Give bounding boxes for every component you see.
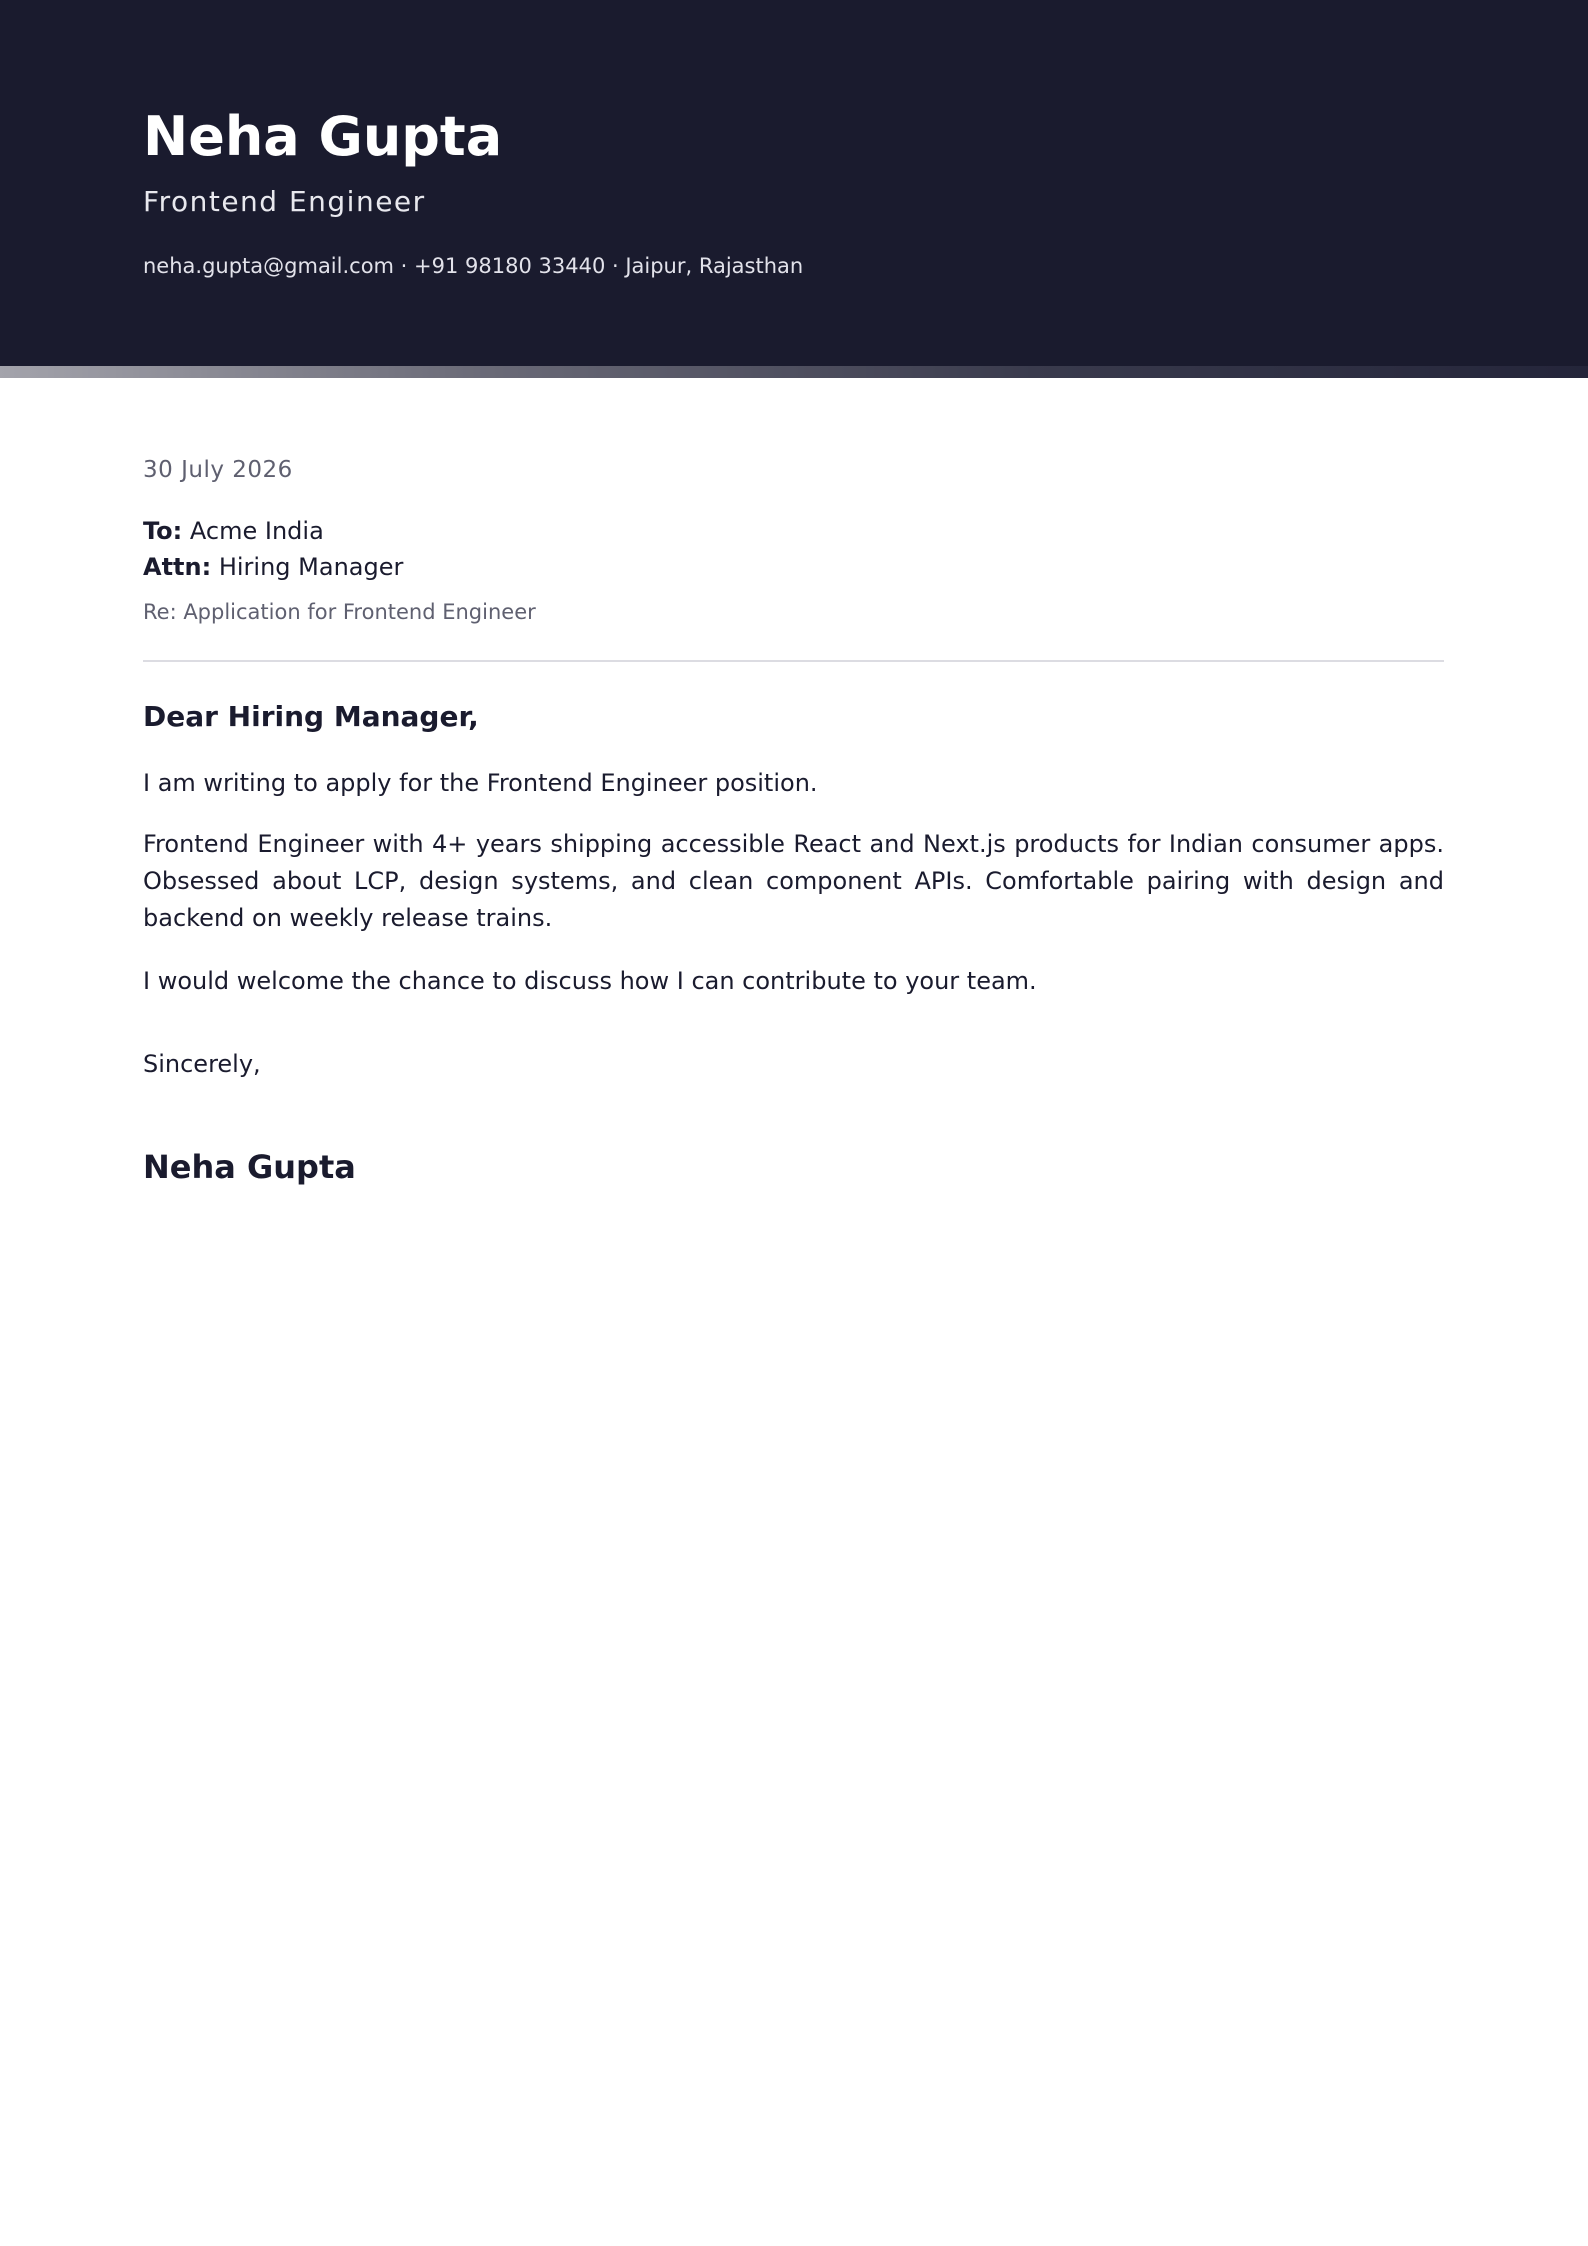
letter-date: 30 July 2026 — [143, 457, 293, 483]
body-paragraph: I would welcome the chance to discuss how I can contribute to your team. — [143, 967, 1037, 995]
sender-role: Frontend Engineer — [143, 185, 426, 218]
closing: Sincerely, — [143, 1050, 261, 1078]
recipient-to-label: To: — [143, 517, 183, 545]
sender-contact: neha.gupta@gmail.com · +91 98180 33440 · Jaipur, Rajasthan — [143, 254, 804, 278]
signature-name: Neha Gupta — [143, 1148, 356, 1186]
header-accent-bar — [0, 366, 1588, 378]
recipient-attn — [143, 550, 403, 584]
divider — [143, 660, 1444, 662]
letter-header — [0, 0, 1588, 366]
recipient-to — [143, 514, 324, 548]
recipient-attn-label: Attn: — [143, 553, 212, 581]
subject-line: Re: Application for Frontend Engineer — [143, 600, 536, 624]
sender-name: Neha Gupta — [143, 105, 503, 168]
salutation: Dear Hiring Manager, — [143, 700, 479, 733]
body-paragraph: Frontend Engineer with 4+ years shipping accessible React and Next.js products for Indian consumer apps. Obsessed about LCP, design systems, and clean component APIs. Comfortable pairing with design and backend on weekly release trains. — [143, 830, 1444, 932]
body-paragraph: I am writing to apply for the Frontend Engineer position. — [143, 769, 818, 797]
recipient-to-value: Acme India — [189, 517, 324, 545]
recipient-attn-value: Hiring Manager — [218, 553, 404, 581]
